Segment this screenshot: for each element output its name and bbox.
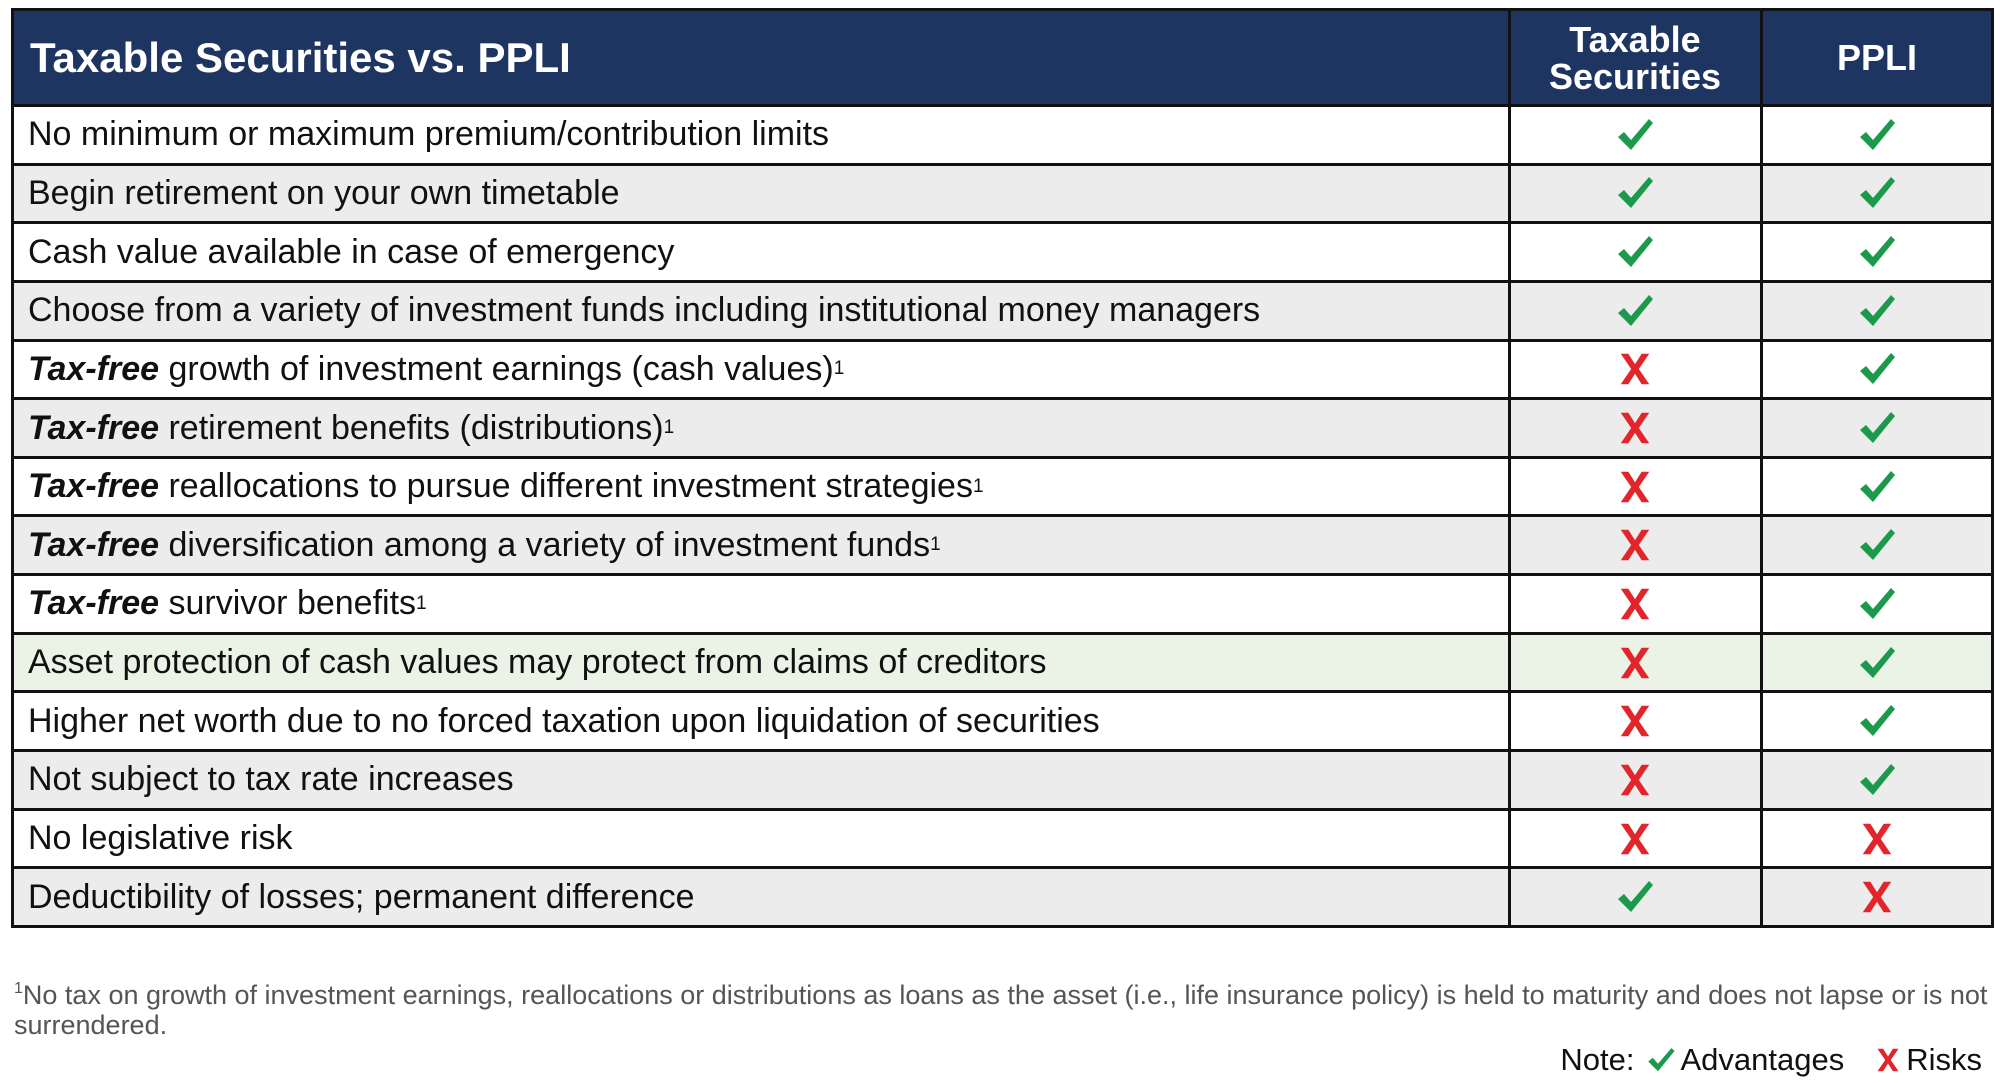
row-label-text: Cash value available in case of emergency [28, 232, 675, 271]
taxable-securities-cell [1511, 166, 1759, 222]
check-icon [1857, 467, 1897, 507]
column-header-taxable-securities [1511, 11, 1759, 104]
legend-risks [1874, 1042, 1982, 1078]
row-label [28, 635, 1501, 691]
taxable-securities-cell [1511, 342, 1759, 398]
x-icon [1616, 702, 1654, 740]
row-label [28, 107, 1501, 163]
row-label-emphasis: Tax-free [28, 349, 160, 388]
row-label [28, 224, 1501, 280]
x-icon [1858, 878, 1896, 916]
check-icon [1615, 115, 1655, 155]
row-label-text: retirement benefits (distributions) [159, 408, 664, 447]
table-row [14, 693, 1991, 752]
table-row [14, 342, 1991, 401]
taxable-securities-cell [1511, 283, 1759, 339]
row-label [28, 166, 1501, 222]
ppli-cell [1763, 342, 1991, 398]
row-label: Tax-free survivor benefits 1 [28, 584, 427, 623]
row-label-emphasis: Tax-free [28, 467, 160, 506]
x-icon [1858, 820, 1896, 858]
row-label-text: Deductibility of losses; permanent difference [28, 877, 695, 916]
check-icon [1857, 232, 1897, 272]
table-row [14, 107, 1991, 166]
row-label-text: No legislative risk [28, 819, 293, 857]
table-header [14, 11, 1991, 107]
check-icon [1857, 115, 1897, 155]
x-icon [1616, 585, 1654, 623]
check-icon [1857, 525, 1897, 565]
row-label-text: survivor benefits [159, 584, 417, 623]
ppli-cell [1763, 459, 1991, 515]
taxable-securities-cell [1511, 224, 1759, 280]
table-title: Taxable Securities vs. PPLI [30, 34, 571, 81]
row-label [28, 811, 1501, 867]
taxable-securities-cell [1511, 635, 1759, 691]
legend [1560, 1040, 1982, 1080]
row-label [28, 869, 1501, 925]
taxable-securities-cell [1511, 811, 1759, 867]
check-icon [1857, 173, 1897, 213]
row-label: Tax-free reallocations to pursue different investment strategies 1 [28, 467, 984, 506]
table-row [14, 400, 1991, 459]
x-icon [1616, 820, 1654, 858]
column-header-label: Taxable Securities [1548, 18, 1722, 97]
table-row [14, 811, 1991, 870]
ppli-cell [1763, 517, 1991, 573]
row-label-text: Choose from a variety of investment funds including institutional money managers [28, 291, 1261, 330]
column-divider [1760, 11, 1763, 925]
row-label-emphasis: Tax-free [28, 525, 160, 564]
taxable-securities-cell [1511, 107, 1759, 163]
row-label-text: diversification among a variety of investment funds [159, 525, 931, 564]
check-icon [1857, 584, 1897, 624]
x-icon [1616, 468, 1654, 506]
check-icon [1857, 701, 1897, 741]
check-icon [1857, 291, 1897, 331]
taxable-securities-cell [1511, 869, 1759, 925]
table-row [14, 224, 1991, 283]
row-label-text: Asset protection of cash values may protect from claims of creditors [28, 643, 1047, 682]
table-body [14, 107, 1991, 925]
check-icon [1615, 291, 1655, 331]
row-label: Tax-free growth of investment earnings (cash values) 1 [28, 349, 845, 388]
ppli-cell [1763, 752, 1991, 808]
row-label-emphasis: Tax-free [28, 584, 160, 623]
comparison-table [11, 8, 1994, 928]
column-divider [1508, 11, 1511, 925]
ppli-cell [1763, 635, 1991, 691]
column-header-label: PPLI [1836, 37, 1917, 78]
row-label-text: Begin retirement on your own timetable [28, 173, 620, 212]
taxable-securities-cell [1511, 517, 1759, 573]
table-row [14, 283, 1991, 342]
table-row [14, 752, 1991, 811]
table-row [14, 166, 1991, 225]
legend-advantages [1646, 1042, 1844, 1078]
x-icon [1616, 644, 1654, 682]
check-icon [1857, 349, 1897, 389]
ppli-cell [1763, 166, 1991, 222]
legend-advantages-label: Advantages [1680, 1042, 1845, 1077]
row-label-text: No minimum or maximum premium/contribution limits [28, 115, 830, 154]
footnote-text: No tax on growth of investment earnings, reallocations or distributions as loans as the asset (i.e., life insurance policy) is held to maturity and does not lapse or is not surrendered. [14, 980, 1988, 1040]
ppli-cell [1763, 811, 1991, 867]
row-label-text: Higher net worth due to no forced taxation upon liquidation of securities [28, 701, 1100, 740]
row-label-emphasis: Tax-free [28, 408, 160, 447]
table-row [14, 635, 1991, 694]
taxable-securities-cell [1511, 693, 1759, 749]
check-icon [1615, 232, 1655, 272]
check-icon [1615, 877, 1655, 917]
check-icon [1857, 408, 1897, 448]
footnote-marker: 1 [14, 980, 23, 997]
row-label [28, 283, 1501, 339]
x-icon [1616, 409, 1654, 447]
taxable-securities-cell [1511, 459, 1759, 515]
x-icon [1874, 1046, 1906, 1074]
table-row [14, 517, 1991, 576]
legend-note-label: Note: [1560, 1042, 1635, 1077]
row-label-text: reallocations to pursue different investment strategies [159, 467, 973, 506]
table-row [14, 459, 1991, 518]
taxable-securities-cell [1511, 400, 1759, 456]
check-icon [1857, 643, 1897, 683]
ppli-cell [1763, 576, 1991, 632]
check-icon [1646, 1045, 1680, 1075]
check-icon [1857, 760, 1897, 800]
check-icon [1615, 173, 1655, 213]
legend-risks-label: Risks [1906, 1042, 1982, 1077]
x-icon [1616, 526, 1654, 564]
row-label [28, 693, 1501, 749]
footnote [14, 980, 1989, 1040]
row-label-text: growth of investment earnings (cash values) [159, 349, 834, 388]
ppli-cell [1763, 400, 1991, 456]
ppli-cell [1763, 224, 1991, 280]
row-label [28, 752, 1501, 808]
taxable-securities-cell [1511, 752, 1759, 808]
ppli-cell [1763, 283, 1991, 339]
taxable-securities-cell [1511, 576, 1759, 632]
row-label-text: Not subject to tax rate increases [28, 760, 514, 799]
row-label: Tax-free retirement benefits (distributions) 1 [28, 408, 675, 447]
ppli-cell [1763, 693, 1991, 749]
table-row [14, 869, 1991, 925]
column-header-ppli [1763, 11, 1991, 104]
x-icon [1616, 761, 1654, 799]
row-label: Tax-free diversification among a variety of investment funds 1 [28, 525, 941, 564]
table-row [14, 576, 1991, 635]
x-icon [1616, 350, 1654, 388]
ppli-cell [1763, 107, 1991, 163]
ppli-cell [1763, 869, 1991, 925]
